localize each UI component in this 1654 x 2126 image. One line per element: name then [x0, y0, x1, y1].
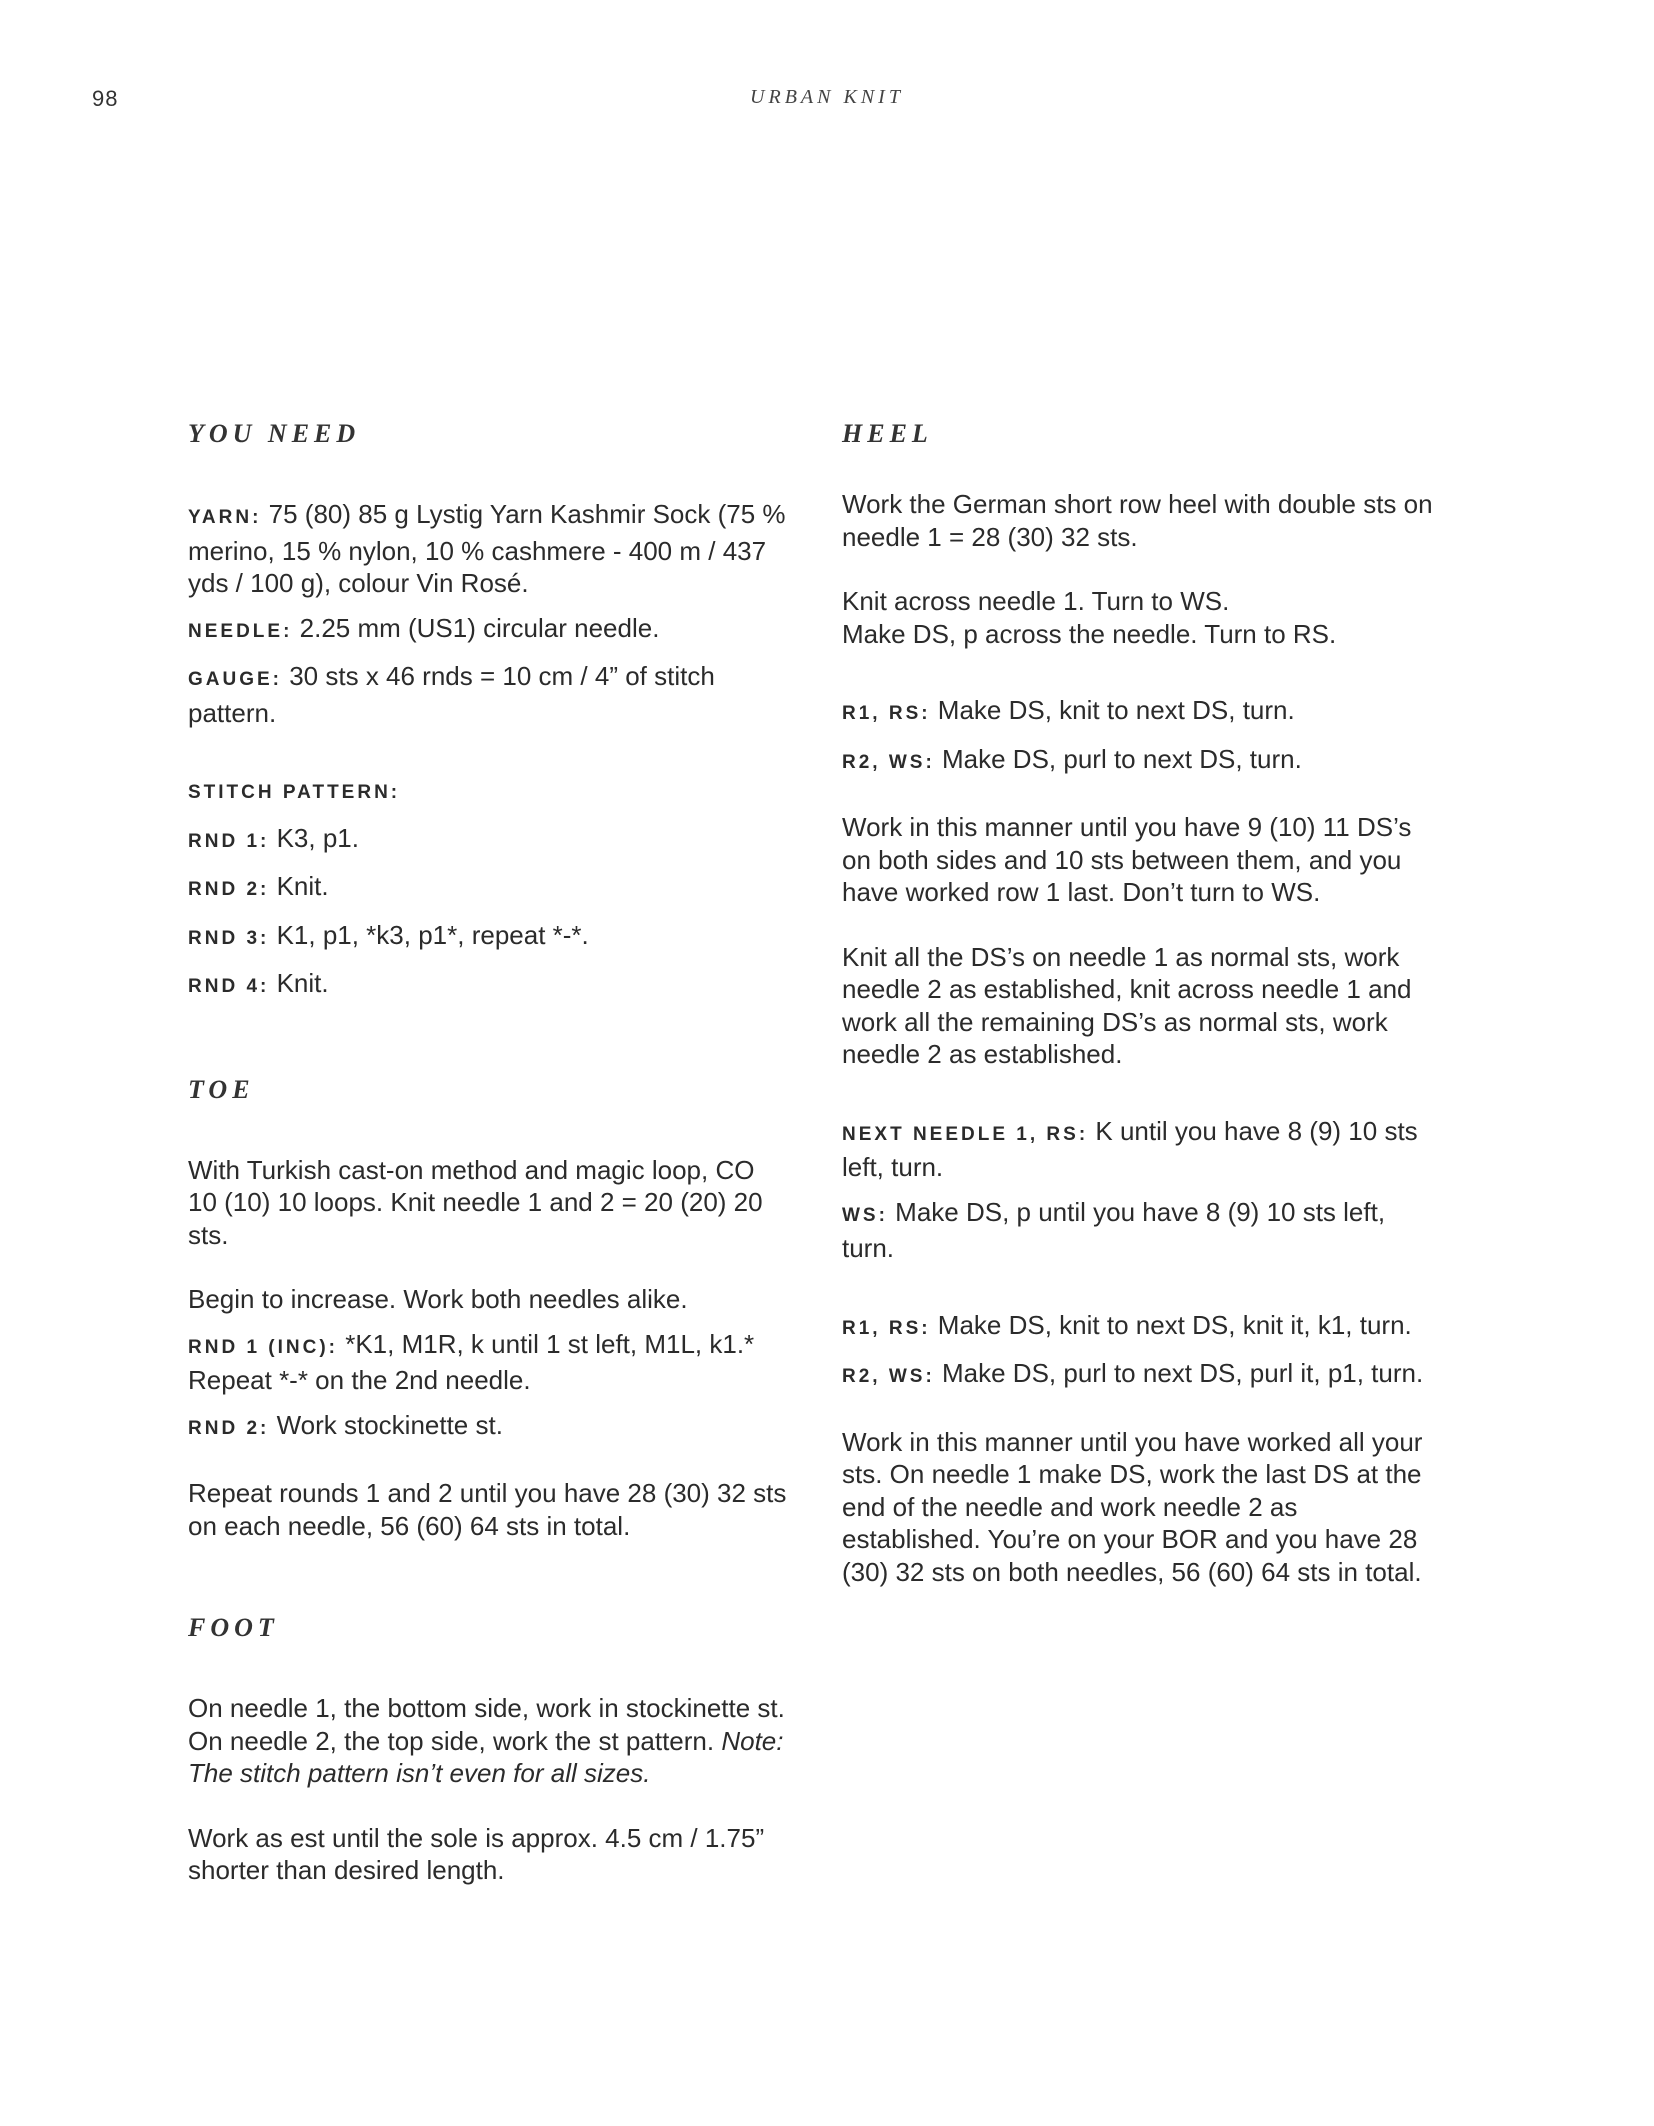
gauge-paragraph — [188, 660, 788, 729]
heel-make-ds-line: Make DS, p across the needle. Turn to RS. — [842, 618, 1337, 649]
heel-r1-label: R1, RS: — [842, 703, 931, 724]
heel-r2-text: Make DS, purl to next DS, turn. — [934, 743, 1302, 774]
yarn-label: YARN: — [188, 507, 262, 528]
right-column — [842, 418, 1442, 1588]
foot-note: Note: The stitch pattern isn’t even for all sizes. — [188, 1725, 784, 1788]
toe-increase-paragraph: Begin to increase. Work both needles alike. — [188, 1284, 688, 1314]
you-need-heading: YOU NEED — [188, 419, 361, 448]
pattern-rnd3 — [188, 919, 788, 956]
heel-ws-text: Make DS, p until you have 8 (9) 10 sts left, turn. — [842, 1196, 1386, 1263]
toe-rnd1-label: RND 1 (INC): — [188, 1336, 338, 1358]
pattern-rnd4-text: Knit. — [269, 968, 329, 998]
toe-rnd1-text: *K1, M1R, k until 1 st left, M1L, k1.* Repeat *-* on the 2nd needle. — [188, 1328, 755, 1395]
gauge-label: GAUGE: — [188, 669, 282, 690]
toe-rnd2-label: RND 2: — [188, 1417, 270, 1439]
foot-length-paragraph: Work as est until the sole is approx. 4.5 cm / 1.75” shorter than desired length. — [188, 1822, 765, 1885]
foot-needles-paragraph — [188, 1692, 788, 1790]
heel-ws — [842, 1196, 1442, 1265]
heel-final-paragraph: Work in this manner until you have worked all your sts. On needle 1 make DS, work the last DS at the end of the needle and work needle 2 as established. You’re on your BOR and you have 28 (30) 32 sts on both needles, 56 (60) 64 sts in total. — [842, 1426, 1423, 1587]
needle-text: 2.25 mm (US1) circular needle. — [292, 612, 660, 643]
heel-r2 — [842, 743, 1442, 780]
stitch-pattern-label: STITCH PATTERN: — [188, 782, 401, 803]
heel-heading: HEEL — [842, 419, 933, 448]
toe-rnd1 — [188, 1328, 788, 1397]
foot-needles-text: On needle 1, the bottom side, work in stockinette st. On needle 2, the top side, work the st pattern. — [188, 1693, 785, 1756]
foot-heading: FOOT — [188, 1613, 279, 1642]
heel-knit-across-line: Knit across needle 1. Turn to WS. — [842, 586, 1230, 616]
heel-r1b — [842, 1309, 1442, 1346]
pattern-rnd3-label: RND 3: — [188, 927, 270, 949]
pattern-rnd2-text: Knit. — [269, 871, 329, 901]
heel-manner-paragraph: Work in this manner until you have 9 (10) 11 DS’s on both sides and 10 sts between them, and you have worked row 1 last. Don’t turn to WS. — [842, 812, 1412, 907]
toe-rnd2 — [188, 1409, 788, 1446]
heel-r1b-label: R1, RS: — [842, 1317, 931, 1339]
pattern-rnd1-text: K3, p1. — [269, 822, 359, 853]
heel-r2b-text: Make DS, purl to next DS, purl it, p1, turn. — [934, 1358, 1424, 1388]
pattern-rnd2-label: RND 2: — [188, 879, 270, 900]
heel-r1b-text: Make DS, knit to next DS, knit it, k1, turn. — [930, 1309, 1412, 1340]
page-number: 98 — [92, 86, 119, 111]
heel-r2b-label: R2, WS: — [842, 1366, 935, 1387]
pattern-rnd1-label: RND 1: — [188, 830, 270, 852]
heel-next-needle-text: K until you have 8 (9) 10 sts left, turn. — [842, 1115, 1418, 1182]
heel-next-needle — [842, 1115, 1442, 1184]
needle-label: NEEDLE: — [188, 620, 293, 642]
heel-r1-text: Make DS, knit to next DS, turn. — [930, 695, 1295, 725]
pattern-rnd1 — [188, 822, 788, 859]
heel-r2-label: R2, WS: — [842, 751, 935, 773]
heel-next-needle-label: NEXT NEEDLE 1, RS: — [842, 1123, 1089, 1145]
toe-heading: TOE — [188, 1074, 255, 1104]
pattern-rnd4-label: RND 4: — [188, 976, 270, 997]
heel-ws-label: WS: — [842, 1204, 888, 1226]
toe-cast-on-paragraph: With Turkish cast-on method and magic loop, CO 10 (10) 10 loops. Knit needle 1 and 2 = 20 (20) 20 sts. — [188, 1154, 763, 1250]
needle-paragraph — [188, 612, 788, 649]
pattern-rnd4 — [188, 967, 788, 1004]
left-column — [188, 418, 788, 1887]
toe-repeat-paragraph: Repeat rounds 1 and 2 until you have 28 (30) 32 sts on each needle, 56 (60) 64 sts in total. — [188, 1478, 787, 1541]
running-head: URBAN KNIT — [750, 86, 904, 108]
heel-r1 — [842, 694, 1442, 731]
heel-knit-ds-paragraph: Knit all the DS’s on needle 1 as normal sts, work needle 2 as established, knit across needle 1 and work all the remaining DS’s as normal sts, work needle 2 as established. — [842, 941, 1412, 1069]
stitch-pattern-paragraph — [188, 773, 788, 810]
heel-intro-paragraph: Work the German short row heel with double sts on needle 1 = 28 (30) 32 sts. — [842, 489, 1433, 552]
yarn-text: 75 (80) 85 g Lystig Yarn Kashmir Sock (75 % merino, 15 % nylon, 10 % cashmere - 400 m / 437 yds / 100 g), colour Vin Rosé. — [188, 499, 786, 598]
pattern-rnd3-text: K1, p1, *k3, p1*, repeat *-*. — [269, 919, 589, 950]
pattern-rnd2 — [188, 870, 788, 907]
gauge-text: 30 sts x 46 rnds = 10 cm / 4” of stitch pattern. — [188, 661, 715, 728]
toe-rnd2-text: Work stockinette st. — [269, 1409, 503, 1440]
yarn-paragraph — [188, 498, 788, 600]
heel-r2b — [842, 1357, 1442, 1394]
